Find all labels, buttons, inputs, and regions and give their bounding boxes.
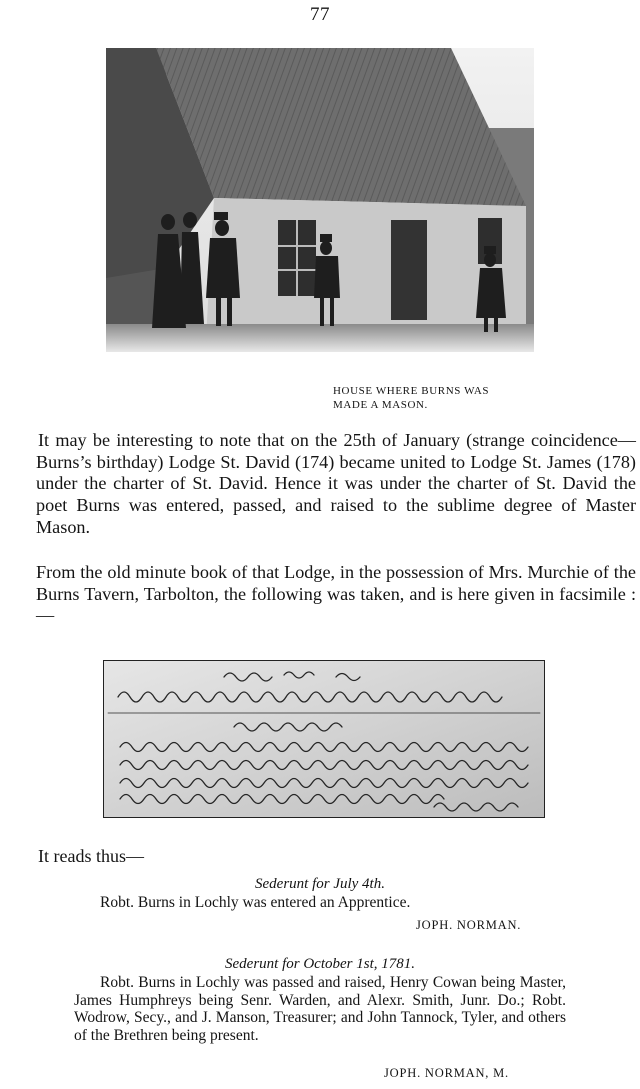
reads-thus-line: It reads thus— (38, 846, 144, 866)
entry2-text: Robt. Burns in Lochly was passed and raised, Henry Cowan being Master, James Humphreys being Senr. Warden, and Alexr. Smith, Junr. Do.; Robt. Wodrow, Secy., and J. Manson, Treasurer; and John Tannock, Tyler, and others of the Brethren being present. (74, 974, 566, 1044)
entry1-heading: Sederunt for July 4th. (255, 876, 385, 892)
entry2-signature: JOPH. NORMAN, M. (384, 1066, 509, 1080)
page-number: 77 (310, 4, 330, 25)
entry2-heading: Sederunt for October 1st, 1781. (225, 956, 415, 972)
entry1-signature: JOPH. NORMAN. (416, 918, 522, 932)
entry1-text: Robt. Burns in Lochly was entered an Apprentice. (100, 894, 411, 911)
paragraph-lodge-history: It may be interesting to note that on the 25th of January (strange coincidence—Burns’s birthday) Lodge St. David (174) became united to Lodge St. James (178) under the charter of St. David. Hence it was under the charter of St. David the poet Burns was entered, passed, and raised to the sublime degree of Master Mason. (36, 430, 636, 537)
minute-book-facsimile (103, 660, 545, 818)
house-photograph (106, 48, 534, 352)
caption-line: MADE A MASON. (333, 399, 428, 411)
paragraph-minute-book: From the old minute book of that Lodge, in the possession of Mrs. Murchie of the Burns Tavern, Tarbolton, the following was taken, and is here given in facsimile :— (36, 562, 636, 626)
caption-line: HOUSE WHERE BURNS WAS (333, 385, 490, 397)
photo-caption (333, 384, 573, 412)
